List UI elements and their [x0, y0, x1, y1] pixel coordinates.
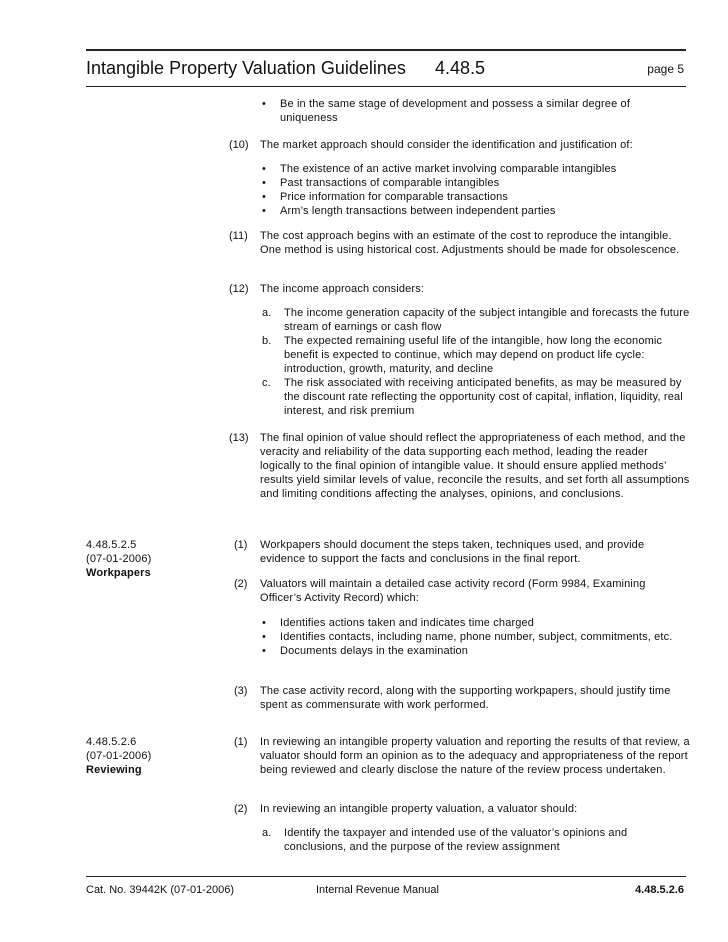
list-letter: a.	[262, 827, 272, 839]
paragraph-number: (1)	[234, 736, 248, 748]
paragraph-number: (10)	[229, 139, 249, 151]
list-item	[262, 306, 690, 334]
paragraph-number: (3)	[234, 685, 248, 697]
list-item: • Documents delays in the examination	[260, 644, 690, 658]
paragraph-11: The cost approach begins with an estimate of the cost to reproduce the intangible. One method is using historical cost. Adjustments should be made for obsolescence.	[260, 230, 680, 256]
review-steps-list	[262, 826, 690, 854]
income-approach-list	[262, 306, 690, 418]
page-number: page 5	[647, 62, 684, 76]
paragraph-number: (12)	[229, 283, 249, 295]
header-top-rule	[86, 49, 686, 51]
workpapers-paragraph-3: The case activity record, along with the supporting workpapers, should justify time spent as commensurate with work performed.	[260, 685, 671, 711]
footer-section-number: 4.48.5.2.6	[635, 884, 684, 896]
reviewing-paragraph-2: In reviewing an intangible property valuation, a valuator should:	[260, 803, 578, 815]
list-letter: c.	[262, 377, 271, 389]
activity-record-bullets	[260, 616, 690, 658]
section-number: 4.48.5.2.5	[86, 539, 137, 551]
section-date: (07-01-2006)	[86, 750, 152, 762]
paragraph-12: The income approach considers:	[260, 283, 425, 295]
list-item	[262, 826, 690, 854]
footer-catalog-number: Cat. No. 39442K (07-01-2006)	[86, 884, 234, 896]
list-item	[262, 376, 690, 418]
paragraph-10: The market approach should consider the identification and justification of:	[260, 139, 633, 151]
paragraph-number: (11)	[229, 230, 248, 242]
footer-rule	[86, 876, 686, 877]
list-letter: b.	[262, 335, 272, 347]
paragraph-number: (13)	[229, 432, 249, 444]
page-header	[86, 58, 686, 82]
top-bullet-list	[260, 97, 690, 125]
list-item: • Identifies contacts, including name, phone number, subject, commitments, etc.	[260, 630, 690, 644]
paragraph-number: (2)	[234, 803, 248, 815]
footer-manual-name: Internal Revenue Manual	[316, 884, 439, 896]
list-item-text: The risk associated with receiving anticipated benefits, as may be measured by the discount rate reflecting the opportunity cost of capital, inflation, liquidity, real interest, and risk premium	[284, 377, 683, 417]
list-item: • Be in the same stage of development and possess a similar degree of uniqueness	[260, 97, 690, 125]
paragraph-13: The final opinion of value should reflect the appropriateness of each method, and the veracity and reliability of the data supporting each method, leading the reader logically to the final opinion of intangible value. It should ensure applied methods’ results yield similar levels of value, reconcile the results, and set forth all assumptions and limiting conditions affecting the analyses, opinions, and conclusions.	[260, 432, 690, 500]
list-item: • Identifies actions taken and indicates time charged	[260, 616, 690, 630]
reviewing-paragraph-1: In reviewing an intangible property valuation and reporting the results of that review, a valuator should form an opinion as to the adequacy and appropriateness of the report being reviewed and clearly disclose the nature of the review process undertaken.	[260, 736, 690, 776]
header-section-number: 4.48.5	[435, 58, 486, 78]
list-item	[262, 334, 690, 376]
list-item: • Arm’s length transactions between independent parties	[260, 204, 690, 218]
market-approach-bullets	[260, 162, 690, 218]
list-item: • Past transactions of comparable intangibles	[260, 176, 690, 190]
list-item: • The existence of an active market involving comparable intangibles	[260, 162, 690, 176]
list-item: • Price information for comparable transactions	[260, 190, 690, 204]
page-footer	[86, 884, 686, 900]
section-number: 4.48.5.2.6	[86, 736, 137, 748]
list-item-text: The income generation capacity of the subject intangible and forecasts the future stream of earnings or cash flow	[284, 307, 690, 333]
paragraph-number: (1)	[234, 539, 248, 551]
paragraph-number: (2)	[234, 578, 248, 590]
list-letter: a.	[262, 307, 272, 319]
list-item-text: The expected remaining useful life of the intangible, how long the economic benefit is expected to continue, which may depend on product life cycle: introduction, growth, maturity, and decline	[284, 335, 663, 375]
workpapers-paragraph-2: Valuators will maintain a detailed case activity record (Form 9984, Examining Officer’s Activity Record) which:	[260, 578, 646, 604]
section-sidebar-reviewing	[86, 735, 226, 777]
section-sidebar-workpapers	[86, 538, 226, 580]
list-item-text: Identify the taxpayer and intended use of the valuator’s opinions and conclusions, and the purpose of the review assignment	[284, 827, 628, 853]
section-date: (07-01-2006)	[86, 553, 152, 565]
section-title: Reviewing	[86, 764, 142, 776]
page-title: Intangible Property Valuation Guidelines	[86, 58, 406, 78]
header-bottom-rule	[86, 86, 686, 87]
section-title: Workpapers	[86, 567, 151, 579]
workpapers-paragraph-1: Workpapers should document the steps taken, techniques used, and provide evidence to support the facts and conclusions in the final report.	[260, 539, 645, 565]
